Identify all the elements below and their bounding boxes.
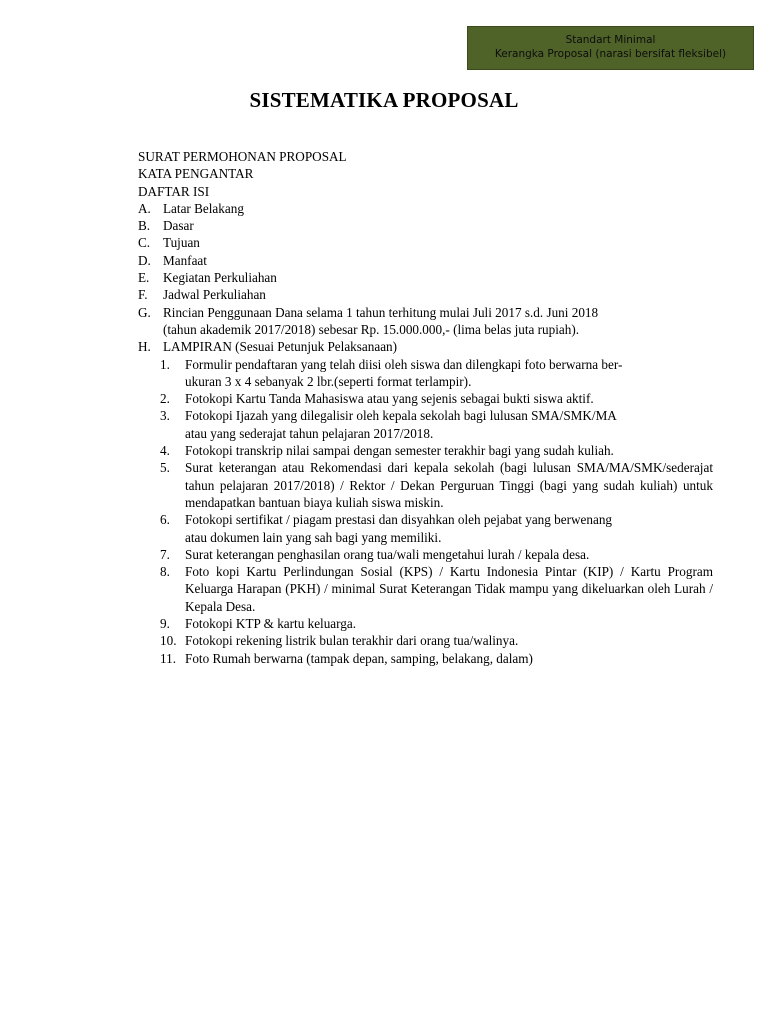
badge-line-1: Standart Minimal xyxy=(565,34,656,46)
lampiran-text-paragraph: Foto kopi Kartu Perlindungan Sosial (KPS) / Kartu Indonesia Pintar (KIP) / Kartu Program Keluarga Harapan (PKH) / minimal Surat Keterangan Tidak mampu yang dikeluarkan oleh Lurah / Kepala Desa. xyxy=(185,564,713,614)
section-marker: H. xyxy=(138,339,151,355)
section-item xyxy=(138,338,713,355)
standard-badge xyxy=(467,26,754,70)
lampiran-text-line: Fotokopi Kartu Tanda Mahasiswa atau yang sejenis sebagai bukti siswa aktif. xyxy=(185,391,594,407)
lampiran-text-line: Fotokopi sertifikat / piagam prestasi dan disyahkan oleh pejabat yang berwenang xyxy=(185,512,613,528)
lampiran-number: 10. xyxy=(160,633,177,649)
lampiran-number: 4. xyxy=(160,443,170,459)
lampiran-text-line: Fotokopi Ijazah yang dilegalisir oleh kepala sekolah bagi lulusan SMA/SMK/MA xyxy=(185,408,617,424)
lampiran-item xyxy=(160,356,713,391)
intro-line: DAFTAR ISI xyxy=(138,183,210,199)
section-text xyxy=(163,304,713,339)
intro-line: KATA PENGANTAR xyxy=(138,166,254,182)
lampiran-item xyxy=(160,546,713,563)
lampiran-item xyxy=(160,390,713,407)
section-item xyxy=(138,252,713,269)
document-body xyxy=(138,148,713,667)
section-text: Jadwal Perkuliahan xyxy=(163,287,266,303)
lampiran-text-line: Surat keterangan penghasilan orang tua/wali mengetahui lurah / kepala desa. xyxy=(185,546,590,562)
lampiran-number: 9. xyxy=(160,616,170,632)
section-item xyxy=(138,286,713,303)
section-marker: E. xyxy=(138,270,150,286)
section-marker: D. xyxy=(138,252,151,268)
section-item xyxy=(138,269,713,286)
section-marker: C. xyxy=(138,235,151,251)
lampiran-text-line: Fotokopi KTP & kartu keluarga. xyxy=(185,616,357,632)
section-text: Manfaat xyxy=(163,252,207,268)
section-marker: G. xyxy=(138,304,151,320)
lampiran-number: 5. xyxy=(160,460,170,476)
lampiran-number: 6. xyxy=(160,512,170,528)
section-marker: F. xyxy=(138,287,148,303)
lampiran-item xyxy=(160,407,713,442)
section-text: LAMPIRAN (Sesuai Petunjuk Pelaksanaan) xyxy=(163,339,398,355)
lampiran-text-line: atau yang sederajat tahun pelajaran 2017/2018. xyxy=(185,425,434,441)
lampiran-item xyxy=(160,511,713,546)
lampiran-number: 2. xyxy=(160,391,170,407)
section-text-line: (tahun akademik 2017/2018) sebesar Rp. 15.000.000,- (lima belas juta rupiah). xyxy=(163,321,580,337)
lampiran-item xyxy=(160,650,713,667)
section-item xyxy=(138,304,713,339)
lampiran-text-line: Fotokopi transkrip nilai sampai dengan semester terakhir bagi yang sudah kuliah. xyxy=(185,443,614,459)
badge-line-2: Kerangka Proposal (narasi bersifat fleksibel) xyxy=(494,48,727,60)
lampiran-list xyxy=(138,356,713,667)
lampiran-number: 7. xyxy=(160,546,170,562)
lampiran-item xyxy=(160,459,713,511)
lampiran-item xyxy=(160,442,713,459)
lampiran-number: 8. xyxy=(160,564,170,580)
section-text: Dasar xyxy=(163,218,194,234)
lampiran-number: 11. xyxy=(160,650,176,666)
lampiran-text-line: Foto Rumah berwarna (tampak depan, samping, belakang, dalam) xyxy=(185,650,533,666)
lampiran-text-line: atau dokumen lain yang sah bagi yang memiliki. xyxy=(185,529,442,545)
section-text: Kegiatan Perkuliahan xyxy=(163,270,277,286)
lampiran-item xyxy=(160,615,713,632)
lampiran-item xyxy=(160,563,713,615)
section-marker: A. xyxy=(138,200,151,216)
section-item xyxy=(138,200,713,217)
lampiran-text-line: Fotokopi rekening listrik bulan terakhir dari orang tua/walinya. xyxy=(185,633,519,649)
section-item xyxy=(138,217,713,234)
lampiran-text-line: Formulir pendaftaran yang telah diisi oleh siswa dan dilengkapi foto berwarna ber- xyxy=(185,356,623,372)
page-title: SISTEMATIKA PROPOSAL xyxy=(249,88,519,112)
lampiran-number: 3. xyxy=(160,408,170,424)
section-text-line: Rincian Penggunaan Dana selama 1 tahun terhitung mulai Juli 2017 s.d. Juni 2018 xyxy=(163,304,599,320)
section-marker: B. xyxy=(138,218,151,234)
lampiran-item xyxy=(160,632,713,649)
lampiran-text-line: ukuran 3 x 4 sebanyak 2 lbr.(seperti format terlampir). xyxy=(185,373,472,389)
lampiran-text-paragraph: Surat keterangan atau Rekomendasi dari kepala sekolah (bagi lulusan SMA/MA/SMK/sederajat tahun pelajaran 2017/2018) / Rektor / Dekan Perguruan Tinggi (bagi yang sudah kuliah) untuk mendapatkan bantuan biaya kuliah siswa miskin. xyxy=(185,460,713,510)
lampiran-number: 1. xyxy=(160,356,170,372)
section-text: Tujuan xyxy=(163,235,200,251)
section-text: Latar Belakang xyxy=(163,200,244,216)
intro-line: SURAT PERMOHONAN PROPOSAL xyxy=(138,149,347,164)
section-item xyxy=(138,234,713,251)
